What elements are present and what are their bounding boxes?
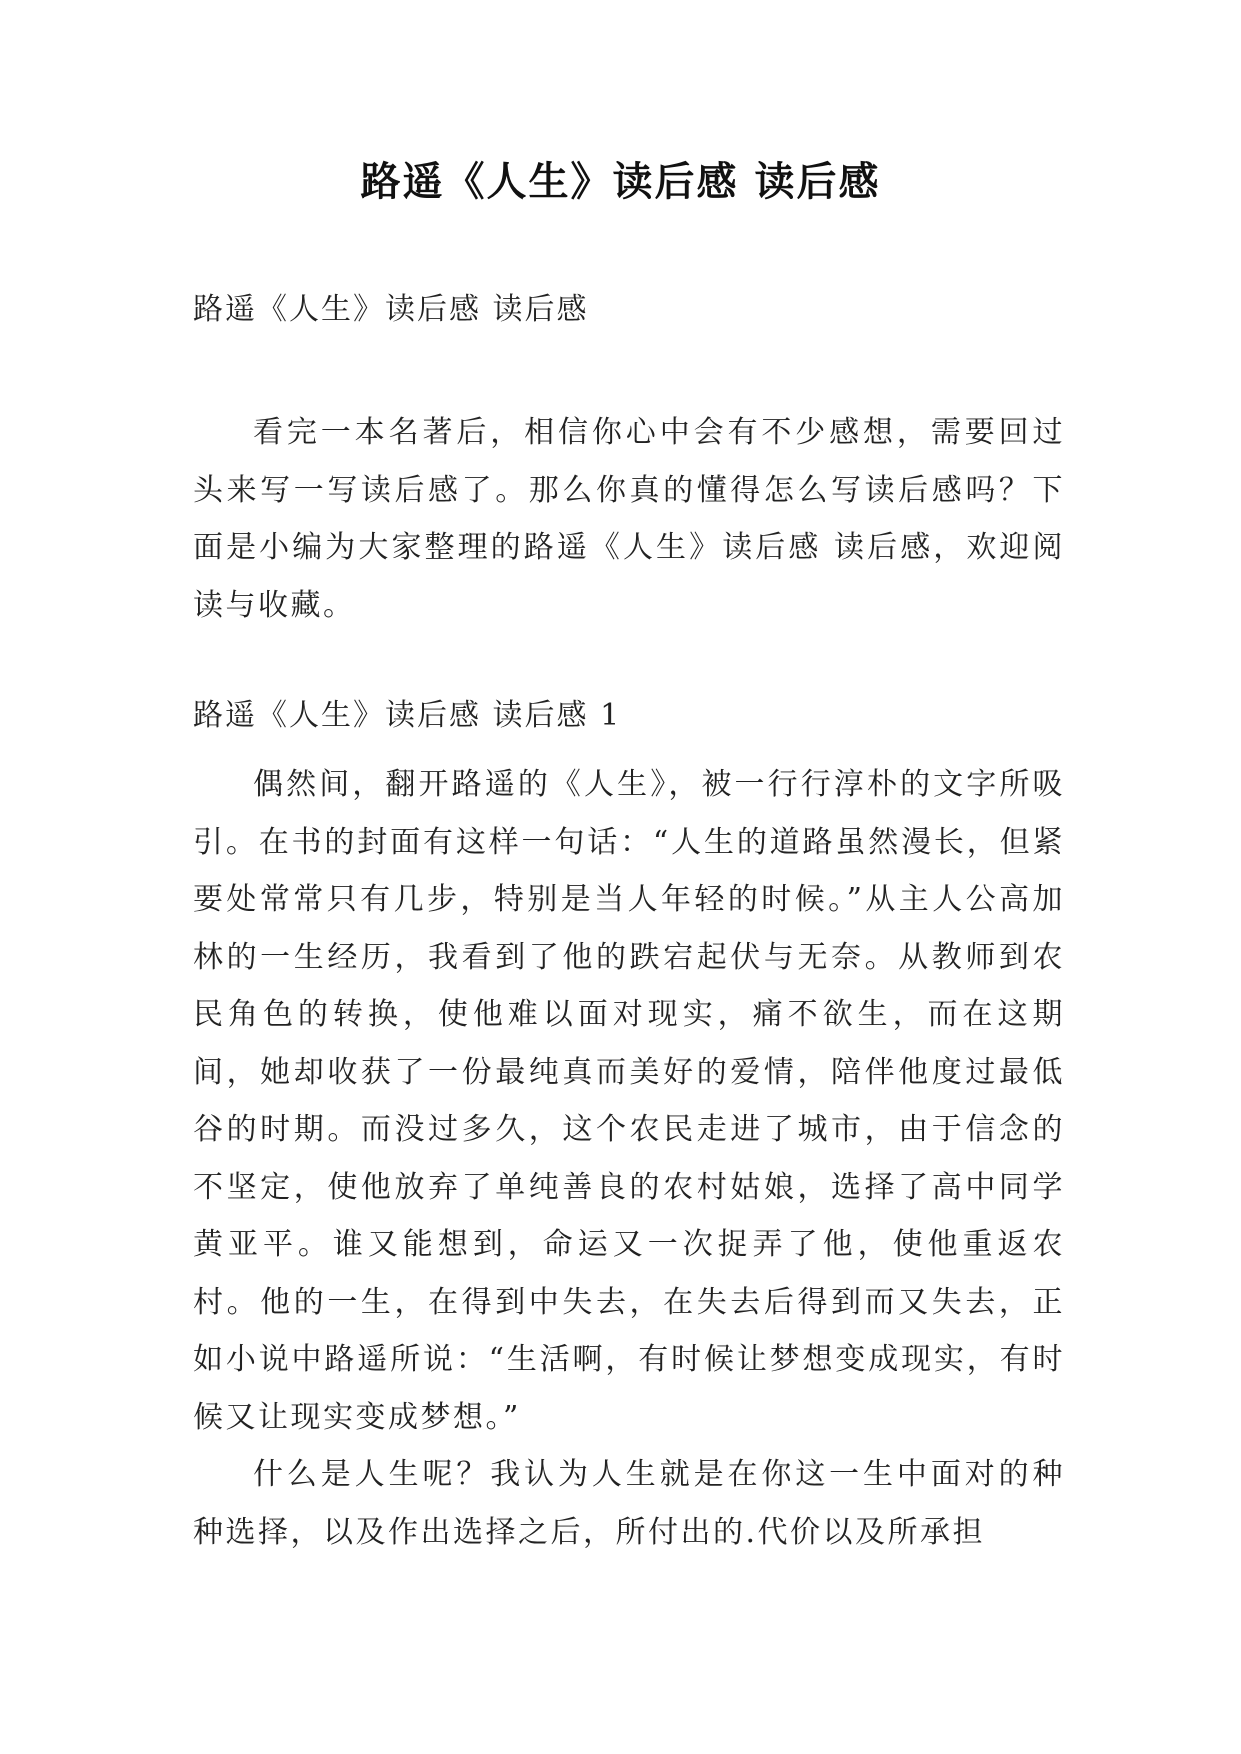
document-title: 路遥《人生》读后感 读后感 xyxy=(360,158,881,205)
body-paragraph-2: 什么是人生呢？我认为人生就是在你这一生中面对的种种选择，以及作出选择之后，所付出的.代价以及所承担 xyxy=(193,1457,1065,1550)
section-body xyxy=(193,756,1065,1561)
document-subtitle: 路遥《人生》读后感 读后感 xyxy=(193,292,589,327)
intro-paragraph: 看完一本名著后，相信你心中会有不少感想，需要回过头来写一写读后感了。那么你真的懂得怎么写读后感吗？下面是小编为大家整理的路遥《人生》读后感 读后感，欢迎阅读与收藏。 xyxy=(193,415,1065,623)
section-heading: 路遥《人生》读后感 读后感 1 xyxy=(193,698,622,733)
body-paragraph-1: 偶然间，翻开路遥的《人生》，被一行行淳朴的文字所吸引。在书的封面有这样一句话：“人生的道路虽然漫长，但紧要处常常只有几步，特别是当人年轻的时候。”从主人公高加林的一生经历，我看到了他的跌宕起伏与无奈。从教师到农民角色的转换，使他难以面对现实，痛不欲生，而在这期间，她却收获了一份最纯真而美好的爱情，陪伴他度过最低谷的时期。而没过多久，这个农民走进了城市，由于信念的不坚定，使他放弃了单纯善良的农村姑娘，选择了高中同学黄亚平。谁又能想到，命运又一次捉弄了他，使他重返农村。他的一生，在得到中失去，在失去后得到而又失去，正如小说中路遥所说：“生活啊，有时候让梦想变成现实，有时候又让现实变成梦想。” xyxy=(193,767,1065,1435)
intro-section xyxy=(193,404,1065,634)
